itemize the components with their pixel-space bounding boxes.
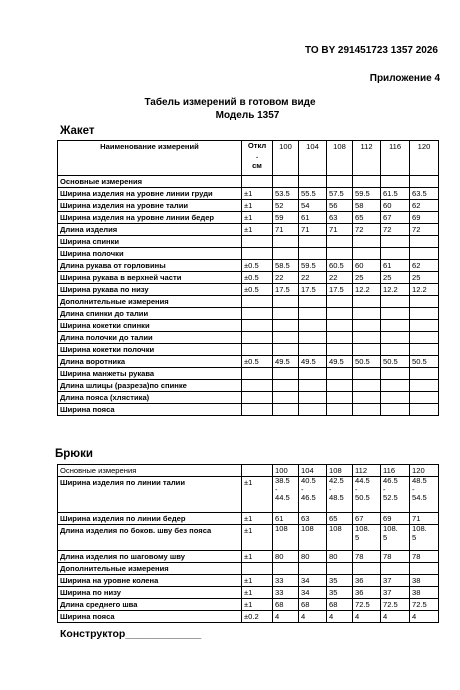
size-header-120: 120: [410, 465, 439, 477]
measurement-name: Длина пояса (хлястика): [58, 392, 242, 404]
value-cell: [273, 176, 299, 188]
value-cell: 108: [299, 525, 327, 551]
measurement-name: Длина изделия по боков. шву без пояса: [58, 525, 242, 551]
value-cell: 63: [299, 513, 327, 525]
value-cell: 61.5: [381, 188, 410, 200]
size-header-108: 108: [327, 141, 353, 176]
tolerance-cell: ±1: [242, 200, 273, 212]
value-cell: 68: [299, 599, 327, 611]
column-header-deviation: Откл . см: [242, 141, 273, 176]
tolerance-cell: [242, 563, 273, 575]
value-cell: 60.5: [327, 260, 353, 272]
tolerance-cell: [242, 392, 273, 404]
measurement-name: Ширина рукава по низу: [58, 284, 242, 296]
value-cell: [381, 563, 410, 575]
tolerance-cell: [242, 236, 273, 248]
value-cell: 34: [299, 575, 327, 587]
value-cell: [273, 380, 299, 392]
table-row: [58, 308, 439, 320]
value-cell: 72.5: [410, 599, 439, 611]
tolerance-cell: [242, 332, 273, 344]
value-cell: 42.5 - 48.5: [327, 477, 353, 513]
value-cell: 50.5: [381, 356, 410, 368]
value-cell: 59.5: [299, 260, 327, 272]
value-cell: [327, 332, 353, 344]
value-cell: [353, 308, 381, 320]
size-header-100: 100: [273, 465, 299, 477]
value-cell: 62: [410, 200, 439, 212]
value-cell: 61: [299, 212, 327, 224]
measurement-name: Ширина манжеты рукава: [58, 368, 242, 380]
constructor-signature-line: Конструктор_____________: [60, 628, 202, 640]
value-cell: 22: [273, 272, 299, 284]
measurement-name: Ширина изделия на уровне талии: [58, 200, 242, 212]
tolerance-cell: ±1: [242, 212, 273, 224]
value-cell: [381, 236, 410, 248]
trousers-section-title: Брюки: [55, 448, 93, 460]
tolerance-cell: [242, 320, 273, 332]
table-row: [58, 611, 439, 623]
table-row: [58, 477, 439, 513]
table-row: [58, 272, 439, 284]
value-cell: [353, 248, 381, 260]
value-cell: 68: [327, 599, 353, 611]
value-cell: [327, 563, 353, 575]
value-cell: [327, 176, 353, 188]
value-cell: 80: [327, 551, 353, 563]
value-cell: 12.2: [381, 284, 410, 296]
measurement-name: Ширина пояса: [58, 404, 242, 416]
value-cell: [299, 380, 327, 392]
table-row: [58, 525, 439, 551]
size-header-108: 108: [327, 465, 353, 477]
value-cell: [327, 296, 353, 308]
value-cell: 17.5: [299, 284, 327, 296]
document-code: ТО BY 291451723 1357 2026: [304, 45, 438, 56]
table-row: [58, 260, 439, 272]
value-cell: 58: [353, 200, 381, 212]
value-cell: [273, 344, 299, 356]
value-cell: [273, 404, 299, 416]
value-cell: 33: [273, 575, 299, 587]
value-cell: 40.5 - 46.5: [299, 477, 327, 513]
value-cell: 59: [273, 212, 299, 224]
value-cell: 67: [381, 212, 410, 224]
tolerance-cell: ±1: [242, 599, 273, 611]
tolerance-cell: ±0.2: [242, 611, 273, 623]
value-cell: 38: [410, 587, 439, 599]
section-header-label: Основные измерения: [58, 465, 242, 477]
size-header-112: 112: [353, 141, 381, 176]
value-cell: 12.2: [353, 284, 381, 296]
value-cell: 49.5: [273, 356, 299, 368]
value-cell: 22: [299, 272, 327, 284]
value-cell: [410, 368, 439, 380]
value-cell: [381, 392, 410, 404]
measurement-name: Длина спинки до талии: [58, 308, 242, 320]
value-cell: [410, 404, 439, 416]
value-cell: [353, 392, 381, 404]
value-cell: 22: [327, 272, 353, 284]
value-cell: 108. 5: [353, 525, 381, 551]
value-cell: [410, 320, 439, 332]
value-cell: 65: [353, 212, 381, 224]
size-header-104: 104: [299, 465, 327, 477]
value-cell: [327, 344, 353, 356]
value-cell: [381, 308, 410, 320]
size-header-116: 116: [381, 465, 410, 477]
value-cell: 38.5 - 44.5: [273, 477, 299, 513]
value-cell: [299, 332, 327, 344]
tolerance-cell: ±1: [242, 513, 273, 525]
value-cell: [381, 320, 410, 332]
value-cell: [410, 392, 439, 404]
value-cell: 54: [299, 200, 327, 212]
value-cell: 71: [273, 224, 299, 236]
measurement-name: Дополнительные измерения: [58, 563, 242, 575]
tolerance-cell: [242, 404, 273, 416]
measurement-name: Ширина изделия по линии бедер: [58, 513, 242, 525]
value-cell: 71: [410, 513, 439, 525]
value-cell: 4: [327, 611, 353, 623]
table-row: [58, 587, 439, 599]
table-row: [58, 368, 439, 380]
size-header-120: 120: [410, 141, 439, 176]
table-row: [58, 332, 439, 344]
value-cell: 69: [381, 513, 410, 525]
measurement-name: Ширина по низу: [58, 587, 242, 599]
value-cell: [299, 404, 327, 416]
measurement-name: Ширина пояса: [58, 611, 242, 623]
tolerance-cell: ±1: [242, 188, 273, 200]
table-row: [58, 320, 439, 332]
value-cell: 61: [273, 513, 299, 525]
tolerance-cell: ±0.5: [242, 272, 273, 284]
value-cell: [353, 320, 381, 332]
value-cell: 25: [410, 272, 439, 284]
measurement-name: Ширина рукава в верхней части: [58, 272, 242, 284]
value-cell: [353, 404, 381, 416]
value-cell: 61: [381, 260, 410, 272]
value-cell: 59.5: [353, 188, 381, 200]
value-cell: [410, 332, 439, 344]
value-cell: [327, 308, 353, 320]
measurement-name: Длина полочки до талии: [58, 332, 242, 344]
value-cell: 25: [381, 272, 410, 284]
value-cell: [353, 344, 381, 356]
table-row: [58, 212, 439, 224]
value-cell: 108: [273, 525, 299, 551]
appendix-label: Приложение 4: [369, 73, 440, 84]
value-cell: 4: [410, 611, 439, 623]
value-cell: [381, 332, 410, 344]
measurement-name: Дополнительные измерения: [58, 296, 242, 308]
measurement-name: Длина рукава от горловины: [58, 260, 242, 272]
measurement-name: Длина изделия: [58, 224, 242, 236]
value-cell: 78: [410, 551, 439, 563]
value-cell: [327, 248, 353, 260]
value-cell: [353, 176, 381, 188]
document-title: Табель измерений в готовом виде: [144, 97, 316, 108]
value-cell: 80: [299, 551, 327, 563]
measurement-name: Ширина кокетки полочки: [58, 344, 242, 356]
value-cell: 72: [410, 224, 439, 236]
value-cell: [273, 236, 299, 248]
value-cell: [410, 380, 439, 392]
measurement-name: Ширина кокетки спинки: [58, 320, 242, 332]
measurement-name: Длина изделия по шаговому шву: [58, 551, 242, 563]
value-cell: [273, 308, 299, 320]
table-row: [58, 551, 439, 563]
table-row: [58, 224, 439, 236]
value-cell: 49.5: [327, 356, 353, 368]
trousers-header-row: [58, 465, 439, 477]
value-cell: 35: [327, 587, 353, 599]
deviation-header-empty: [242, 465, 273, 477]
value-cell: 34: [299, 587, 327, 599]
value-cell: 67: [353, 513, 381, 525]
value-cell: [410, 236, 439, 248]
model-label: Модель 1357: [215, 110, 280, 121]
value-cell: [410, 308, 439, 320]
value-cell: 71: [327, 224, 353, 236]
value-cell: [327, 392, 353, 404]
value-cell: 35: [327, 575, 353, 587]
value-cell: [353, 563, 381, 575]
table-row: [58, 296, 439, 308]
value-cell: [273, 332, 299, 344]
tolerance-cell: ±0.5: [242, 260, 273, 272]
value-cell: [410, 563, 439, 575]
value-cell: 38: [410, 575, 439, 587]
tolerance-cell: ±1: [242, 551, 273, 563]
value-cell: [381, 344, 410, 356]
value-cell: [327, 368, 353, 380]
value-cell: [327, 380, 353, 392]
tolerance-cell: ±1: [242, 224, 273, 236]
tolerance-cell: ±1: [242, 477, 273, 513]
value-cell: 44.5 - 50.5: [353, 477, 381, 513]
value-cell: [273, 392, 299, 404]
value-cell: [327, 320, 353, 332]
tolerance-cell: [242, 380, 273, 392]
value-cell: [327, 404, 353, 416]
value-cell: 17.5: [327, 284, 353, 296]
table-row: [58, 356, 439, 368]
tolerance-cell: ±1: [242, 575, 273, 587]
value-cell: 12.2: [410, 284, 439, 296]
value-cell: 62: [410, 260, 439, 272]
value-cell: 108. 5: [381, 525, 410, 551]
tolerance-cell: [242, 344, 273, 356]
value-cell: 65: [327, 513, 353, 525]
value-cell: [353, 368, 381, 380]
value-cell: [381, 248, 410, 260]
value-cell: 56: [327, 200, 353, 212]
tolerance-cell: ±0.5: [242, 356, 273, 368]
value-cell: 72: [353, 224, 381, 236]
value-cell: [353, 296, 381, 308]
value-cell: 4: [299, 611, 327, 623]
value-cell: 72.5: [381, 599, 410, 611]
value-cell: [327, 236, 353, 248]
table-row: [58, 236, 439, 248]
value-cell: [299, 308, 327, 320]
value-cell: [299, 248, 327, 260]
value-cell: [299, 563, 327, 575]
value-cell: 55.5: [299, 188, 327, 200]
table-row: [58, 344, 439, 356]
tolerance-cell: [242, 296, 273, 308]
value-cell: 53.5: [273, 188, 299, 200]
value-cell: [273, 248, 299, 260]
value-cell: [381, 368, 410, 380]
value-cell: 63: [327, 212, 353, 224]
value-cell: 68: [273, 599, 299, 611]
value-cell: [299, 236, 327, 248]
size-header-116: 116: [381, 141, 410, 176]
value-cell: 57.5: [327, 188, 353, 200]
value-cell: [273, 563, 299, 575]
value-cell: [410, 176, 439, 188]
measurement-name: Ширина полочки: [58, 248, 242, 260]
value-cell: 63.5: [410, 188, 439, 200]
table-row: [58, 284, 439, 296]
value-cell: 72.5: [353, 599, 381, 611]
table-row: [58, 200, 439, 212]
value-cell: 69: [410, 212, 439, 224]
value-cell: 50.5: [410, 356, 439, 368]
value-cell: [299, 296, 327, 308]
value-cell: [410, 344, 439, 356]
measurement-name: Ширина изделия на уровне линии бедер: [58, 212, 242, 224]
jacket-section-title: Жакет: [60, 125, 95, 137]
value-cell: 52: [273, 200, 299, 212]
value-cell: 108. 5: [410, 525, 439, 551]
tolerance-cell: [242, 368, 273, 380]
value-cell: [381, 296, 410, 308]
measurement-name: Основные измерения: [58, 176, 242, 188]
value-cell: [299, 320, 327, 332]
value-cell: 78: [353, 551, 381, 563]
value-cell: 36: [353, 587, 381, 599]
value-cell: [410, 248, 439, 260]
value-cell: 36: [353, 575, 381, 587]
value-cell: 4: [381, 611, 410, 623]
value-cell: 48.5 - 54.5: [410, 477, 439, 513]
tolerance-cell: ±1: [242, 525, 273, 551]
value-cell: [299, 176, 327, 188]
jacket-measurements-table: [57, 140, 439, 416]
value-cell: [273, 320, 299, 332]
value-cell: 72: [381, 224, 410, 236]
value-cell: 37: [381, 587, 410, 599]
value-cell: 60: [381, 200, 410, 212]
measurement-name: Ширина изделия по линии талии: [58, 477, 242, 513]
value-cell: [381, 404, 410, 416]
value-cell: 17.5: [273, 284, 299, 296]
value-cell: [353, 236, 381, 248]
value-cell: 108: [327, 525, 353, 551]
table-row: [58, 575, 439, 587]
value-cell: [353, 332, 381, 344]
value-cell: [410, 296, 439, 308]
value-cell: [353, 380, 381, 392]
value-cell: [299, 344, 327, 356]
size-header-104: 104: [299, 141, 327, 176]
measurement-name: Длина среднего шва: [58, 599, 242, 611]
value-cell: 4: [353, 611, 381, 623]
value-cell: 46.5 - 52.5: [381, 477, 410, 513]
tolerance-cell: ±1: [242, 587, 273, 599]
tolerance-cell: [242, 248, 273, 260]
value-cell: [273, 296, 299, 308]
value-cell: 4: [273, 611, 299, 623]
value-cell: 37: [381, 575, 410, 587]
value-cell: [273, 368, 299, 380]
table-row: [58, 392, 439, 404]
measurement-name: Ширина спинки: [58, 236, 242, 248]
jacket-header-row: [58, 141, 439, 176]
tolerance-cell: [242, 176, 273, 188]
measurement-name: Длина шлицы (разреза)по спинке: [58, 380, 242, 392]
value-cell: 50.5: [353, 356, 381, 368]
table-row: [58, 188, 439, 200]
measurement-name: Ширина изделия на уровне линии груди: [58, 188, 242, 200]
table-row: [58, 176, 439, 188]
table-row: [58, 380, 439, 392]
value-cell: 60: [353, 260, 381, 272]
value-cell: [299, 392, 327, 404]
table-row: [58, 248, 439, 260]
value-cell: 78: [381, 551, 410, 563]
value-cell: [381, 176, 410, 188]
value-cell: [299, 368, 327, 380]
column-header-name: Наименование измерений: [58, 141, 242, 176]
value-cell: 58.5: [273, 260, 299, 272]
tolerance-cell: ±0.5: [242, 284, 273, 296]
value-cell: [381, 380, 410, 392]
size-header-100: 100: [273, 141, 299, 176]
value-cell: 71: [299, 224, 327, 236]
value-cell: 80: [273, 551, 299, 563]
value-cell: 49.5: [299, 356, 327, 368]
table-row: [58, 513, 439, 525]
table-row: [58, 599, 439, 611]
value-cell: 33: [273, 587, 299, 599]
measurement-name: Ширина на уровне колена: [58, 575, 242, 587]
value-cell: 25: [353, 272, 381, 284]
table-row: [58, 563, 439, 575]
measurement-name: Длина воротника: [58, 356, 242, 368]
size-header-112: 112: [353, 465, 381, 477]
trousers-measurements-table: [57, 464, 439, 623]
tolerance-cell: [242, 308, 273, 320]
table-row: [58, 404, 439, 416]
